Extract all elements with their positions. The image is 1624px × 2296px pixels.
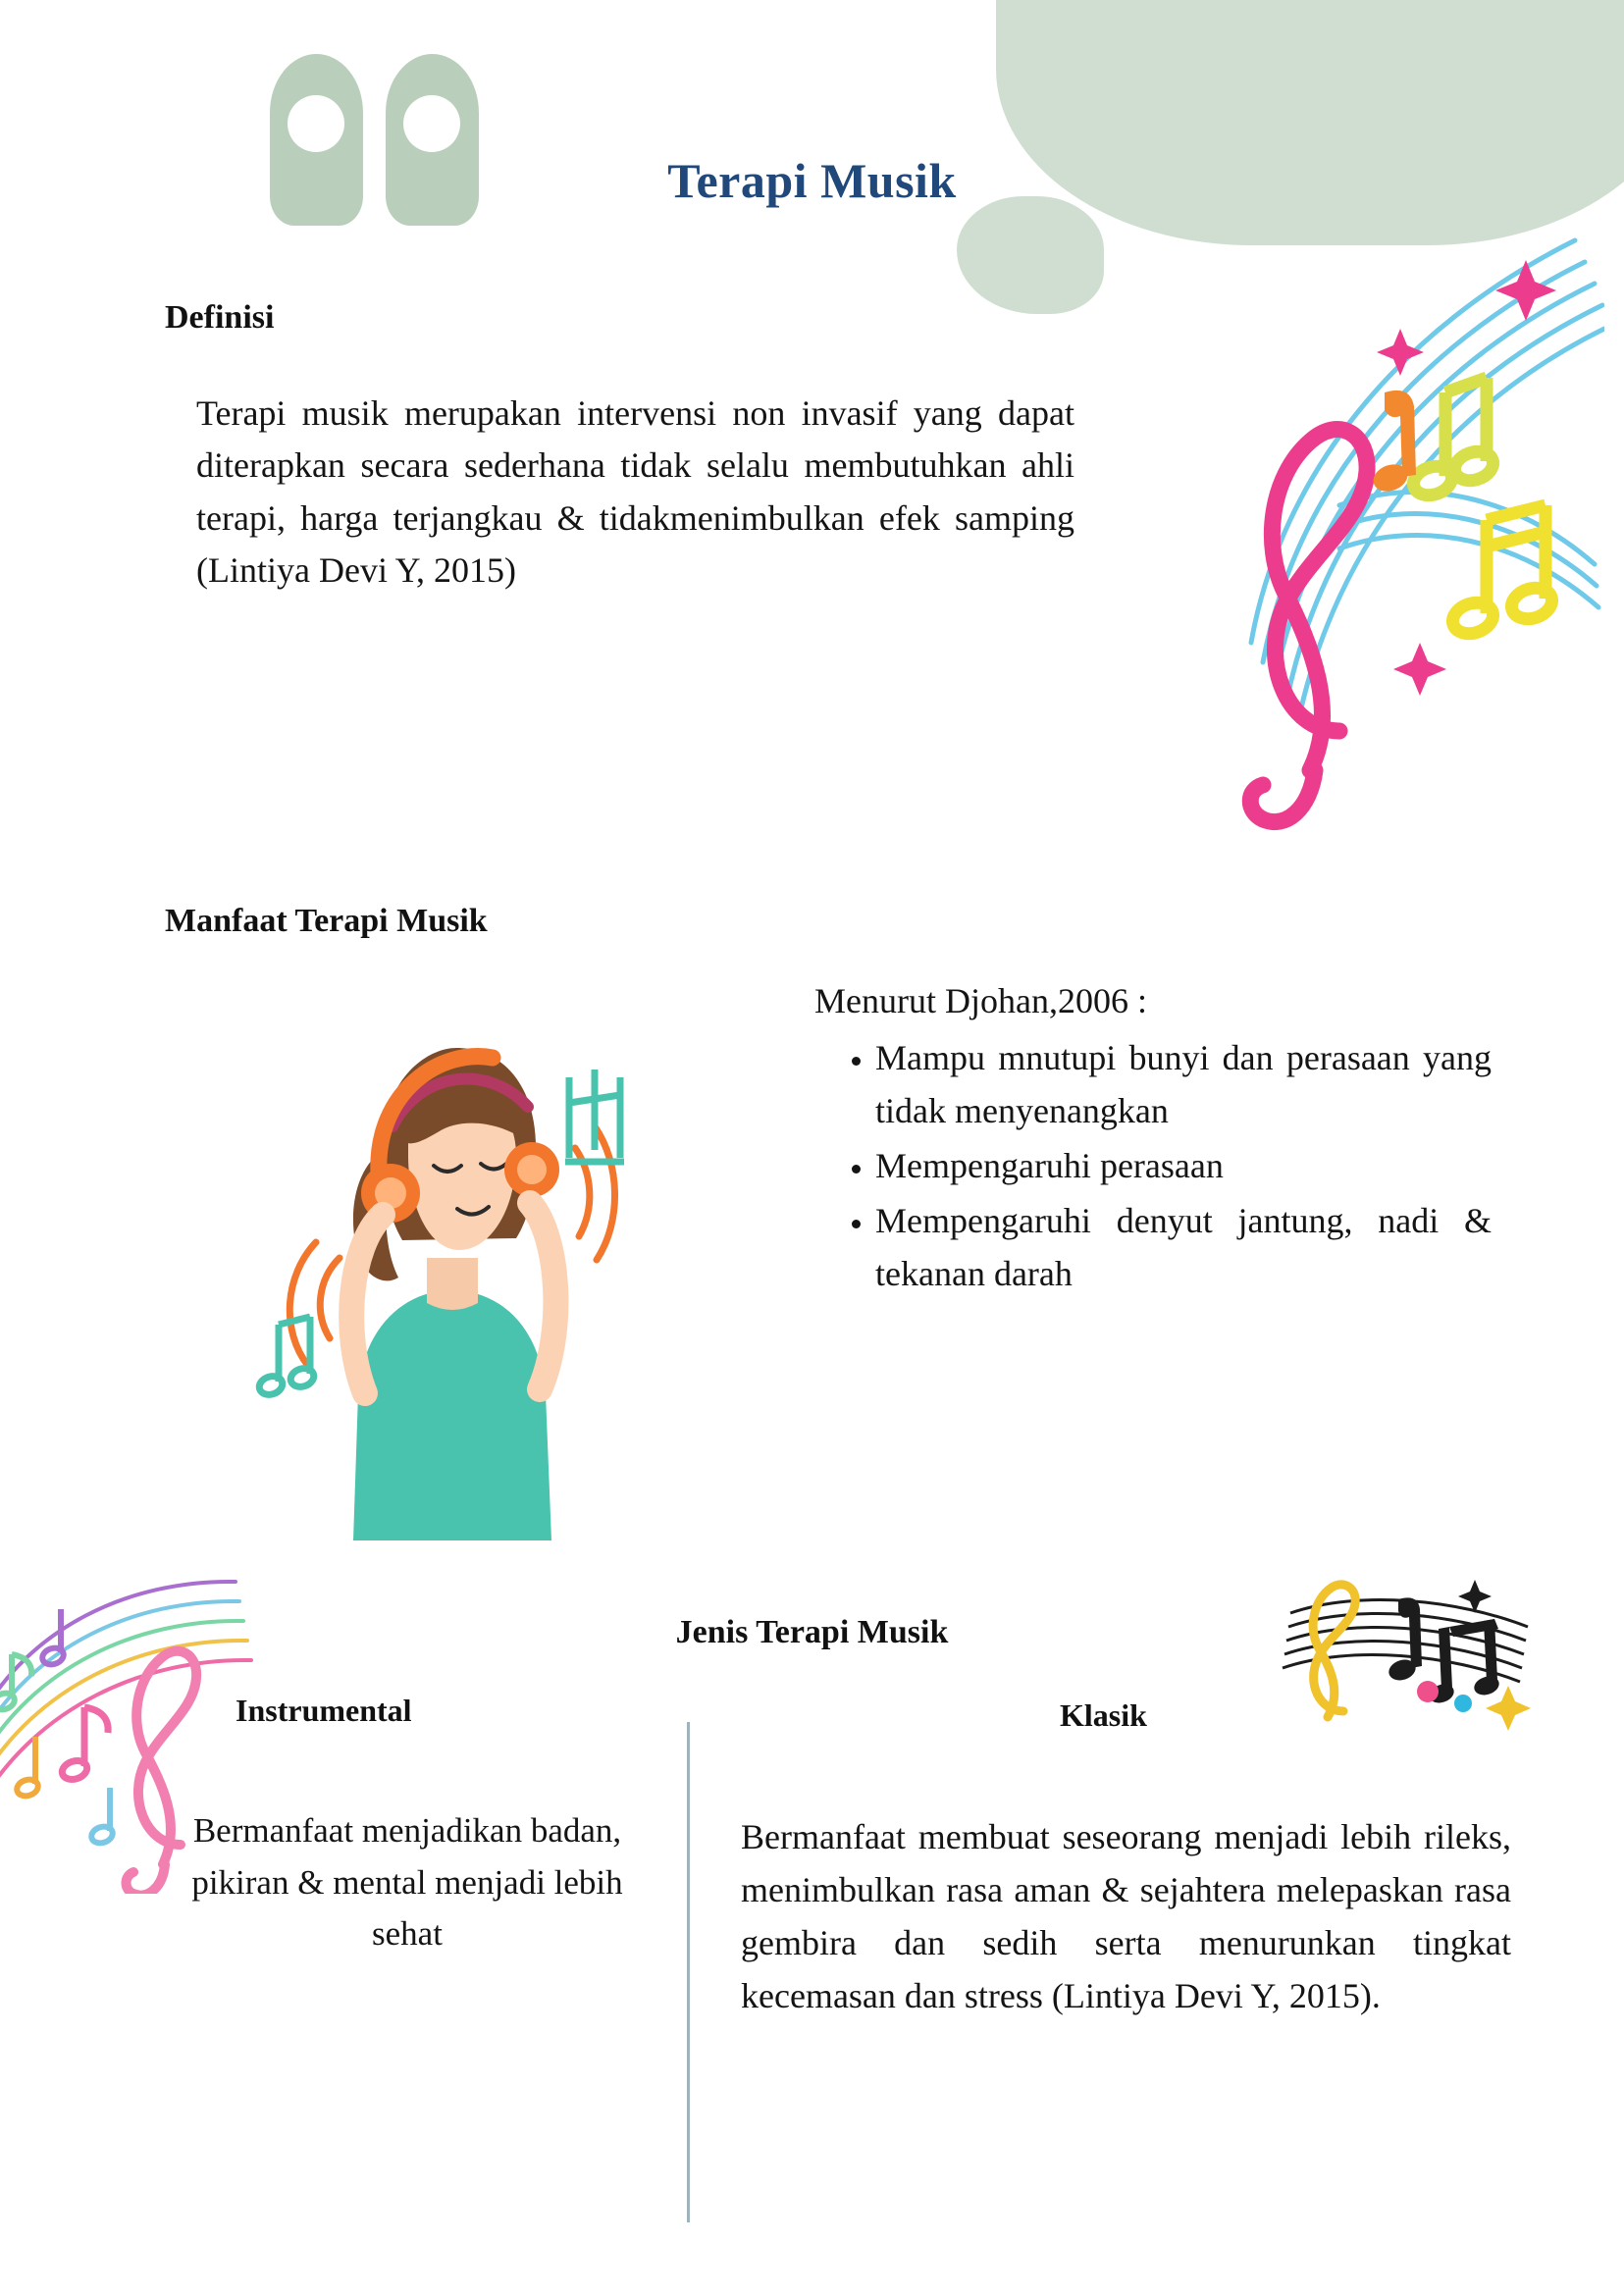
manfaat-source-label: Menurut Djohan,2006 : xyxy=(814,981,1147,1020)
section-heading-jenis: Jenis Terapi Musik xyxy=(675,1614,949,1650)
manfaat-benefit-list xyxy=(814,1031,1492,1300)
manfaat-text-block xyxy=(814,976,1492,1302)
list-item: • Mempengaruhi denyut jantung, nadi & tekanan darah xyxy=(875,1194,1492,1300)
section-heading-definisi: Definisi xyxy=(165,299,275,336)
list-item: • Mampu mnutupi bunyi dan perasaan yang tidak menyenangkan xyxy=(875,1031,1492,1137)
music-notes-black-illustration xyxy=(1271,1570,1536,1737)
girl-with-headphones-illustration xyxy=(245,1001,657,1540)
subsection-body-klasik: Bermanfaat membuat seseorang menjadi lebih rileks, menimbulkan rasa aman & sejahtera melepaskan rasa gembira dan sedih serta menurunkan tingkat kecemasan dan stress (Lintiya Devi Y, 2015). xyxy=(741,1817,1511,2015)
list-item: • Mempengaruhi perasaan xyxy=(875,1139,1492,1192)
subsection-body-instrumental: Bermanfaat menjadikan badan, pikiran & mental menjadi lebih sehat xyxy=(191,1811,623,1953)
page-title: Terapi Musik xyxy=(667,153,957,208)
subsection-heading-klasik: Klasik xyxy=(1060,1697,1147,1733)
vertical-divider xyxy=(687,1722,690,2222)
section-heading-manfaat: Manfaat Terapi Musik xyxy=(165,903,488,939)
subsection-heading-instrumental: Instrumental xyxy=(236,1693,412,1728)
music-notes-swirl-illustration xyxy=(1192,182,1604,849)
section-body-definisi: Terapi musik merupakan intervensi non invasif yang dapat diterapkan secara sederhana tidak selalu membutuhkan ahli terapi, harga terjangkau & tidakmenimbulkan efek samping (Lintiya Devi Y, 2015) xyxy=(196,393,1074,590)
